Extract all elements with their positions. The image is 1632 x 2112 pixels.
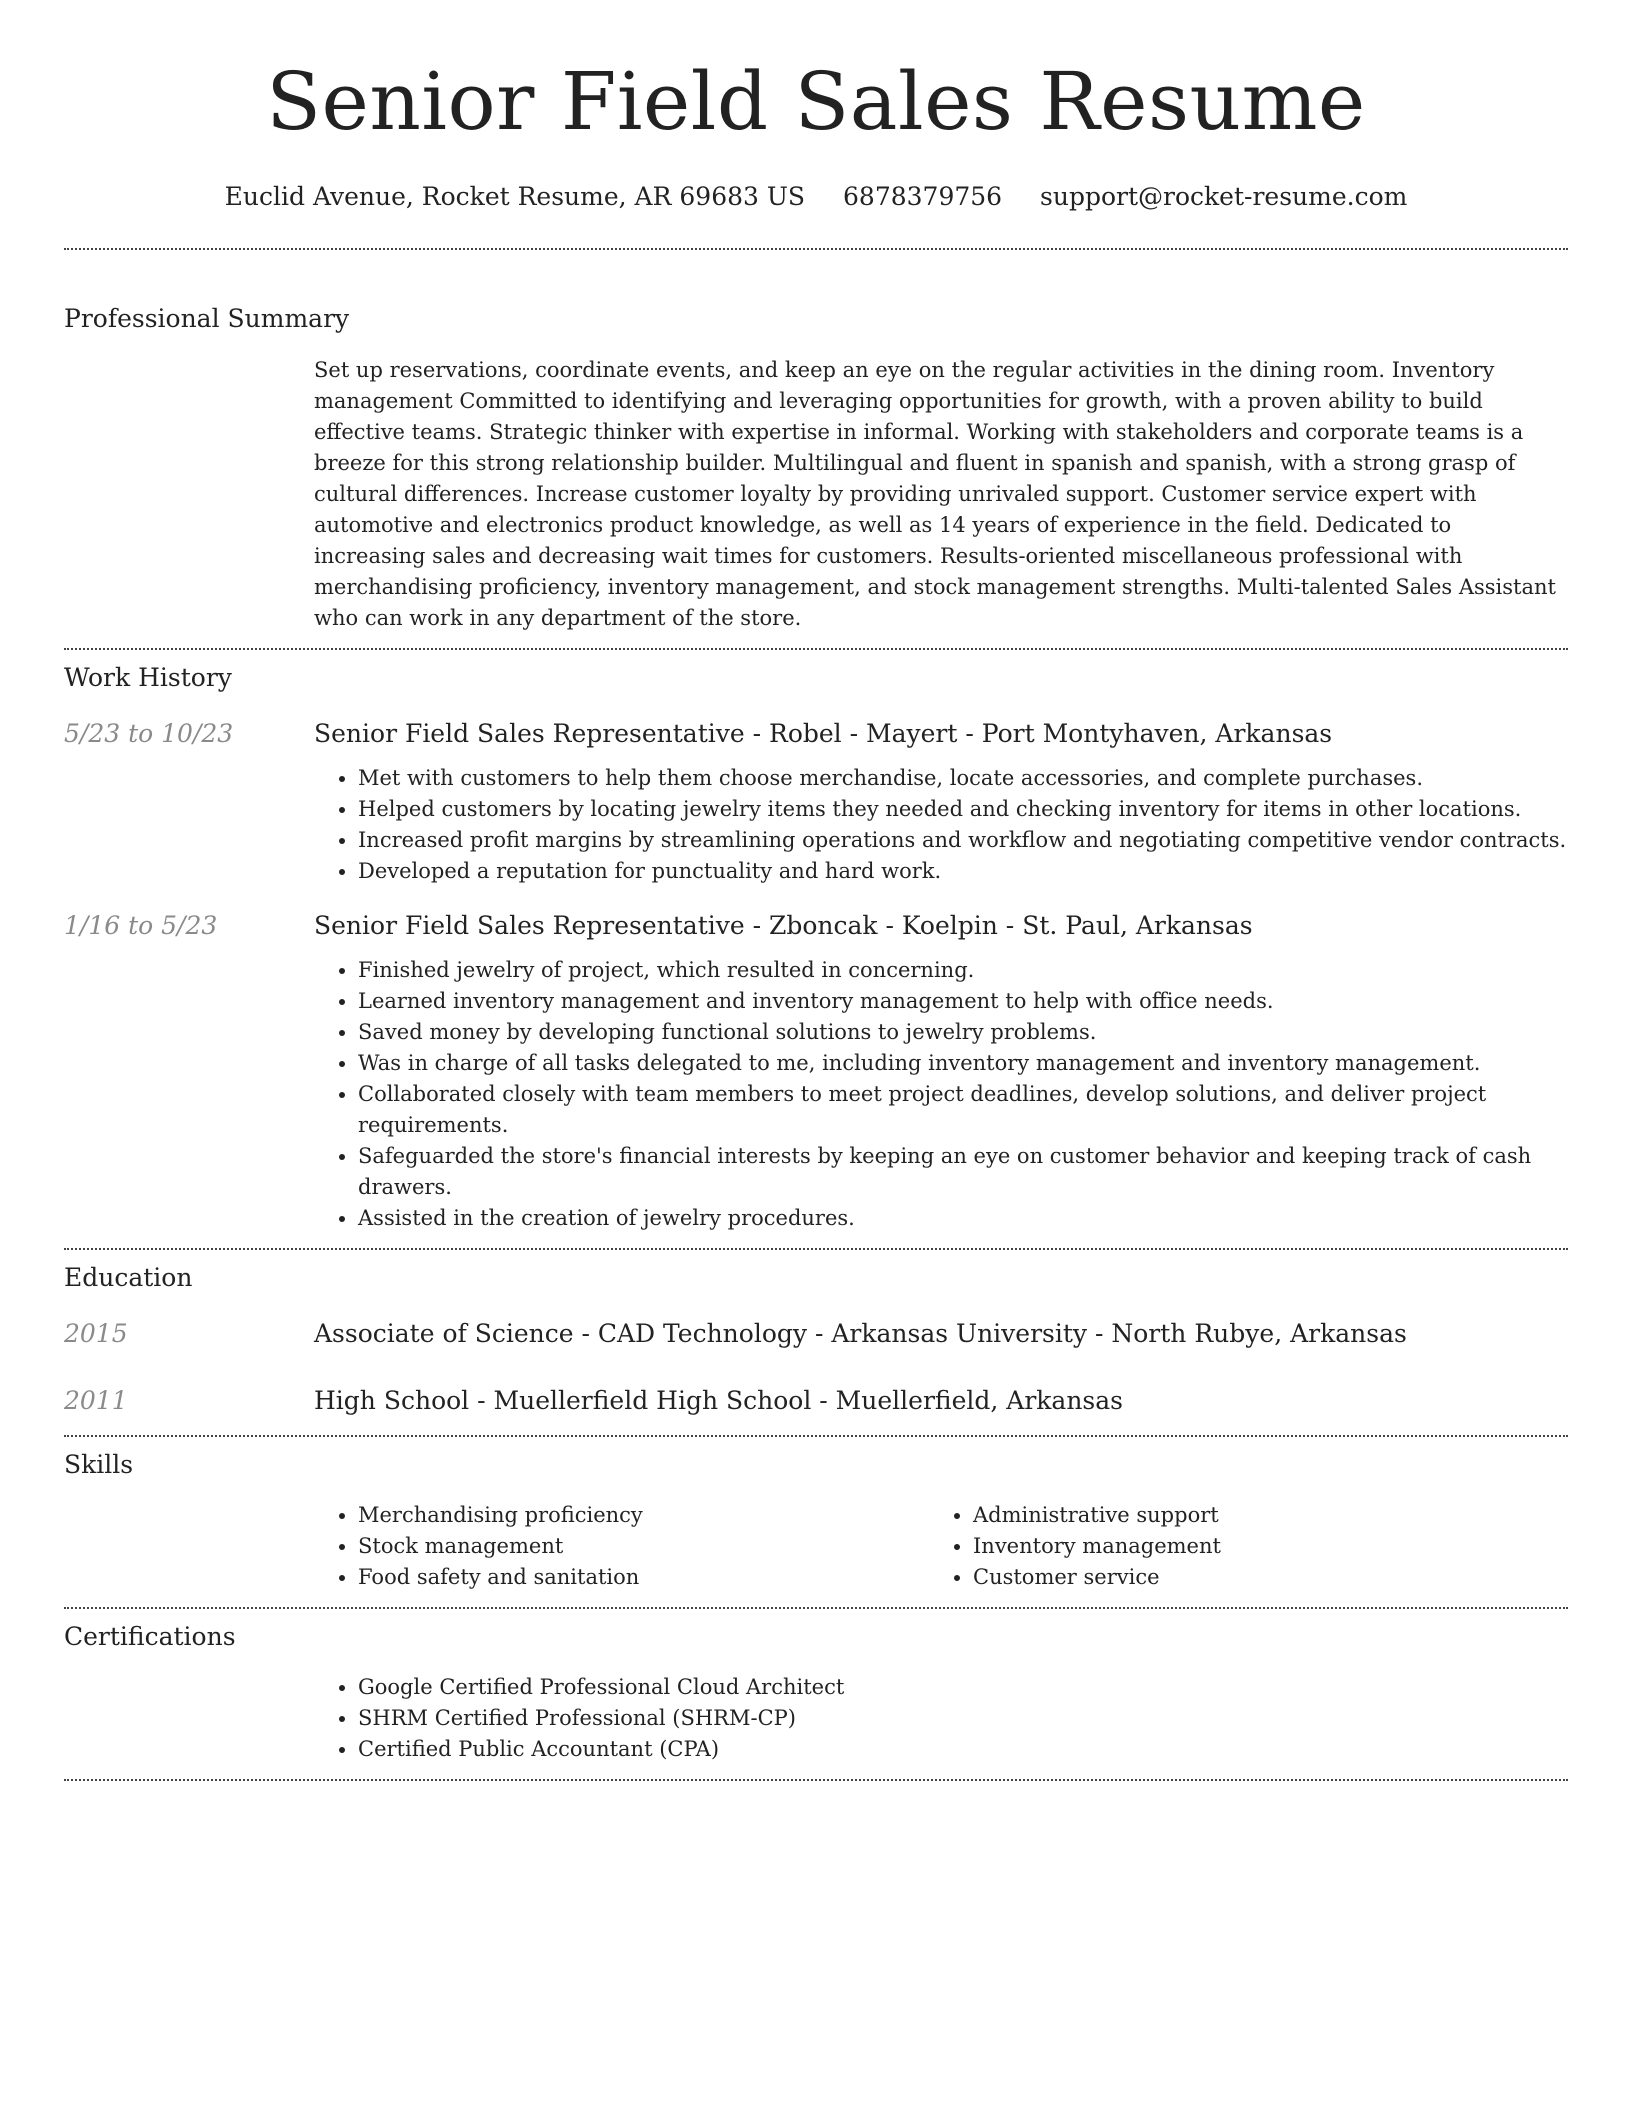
resume-name: Senior Field Sales Resume <box>266 55 1366 148</box>
education-heading: High School - Muellerfield High School - Muellerfield, Arkansas <box>314 1386 1123 1415</box>
job-entry <box>64 909 1568 1234</box>
skills-title: Skills <box>64 1450 134 1479</box>
skills-list <box>314 1500 929 1593</box>
skills-section <box>64 1437 1568 1593</box>
education-heading: Associate of Science - CAD Technology - Arkansas University - North Rubye, Arkansas <box>314 1319 1407 1348</box>
list-item: • Saved money by developing functional solutions to jewelry problems. <box>358 1017 1568 1048</box>
contact-address: Euclid Avenue, Rocket Resume, AR 69683 US <box>224 182 806 211</box>
certifications-section <box>64 1609 1568 1765</box>
certifications-list <box>314 1672 1568 1765</box>
education-section <box>64 1250 1568 1418</box>
summary-spacer <box>64 355 314 634</box>
education-entry <box>64 1384 1568 1418</box>
divider <box>64 1779 1568 1781</box>
list-item: • Was in charge of all tasks delegated to me, including inventory management and inventory management. <box>358 1048 1568 1079</box>
job-heading: Senior Field Sales Representative - Zboncak - Koelpin - St. Paul, Arkansas <box>314 911 1253 940</box>
list-item: • Food safety and sanitation <box>358 1562 929 1593</box>
skills-list <box>929 1500 1544 1593</box>
job-dates: 5/23 to 10/23 <box>64 719 234 748</box>
list-item: • Administrative support <box>973 1500 1544 1531</box>
list-item: • Assisted in the creation of jewelry procedures. <box>358 1203 1568 1234</box>
contact-phone: 6878379756 <box>843 182 1003 211</box>
resume-header <box>64 0 1568 214</box>
contact-line <box>64 180 1568 214</box>
list-item: • Learned inventory management and inventory management to help with office needs. <box>358 986 1568 1017</box>
certifications-spacer <box>64 1672 314 1765</box>
summary-section <box>64 250 1568 634</box>
list-item: • Helped customers by locating jewelry items they needed and checking inventory for items in other locations. <box>358 794 1568 825</box>
work-history-title: Work History <box>64 663 232 692</box>
list-item: • Increased profit margins by streamlining operations and workflow and negotiating competitive vendor contracts. <box>358 825 1568 856</box>
list-item: • Developed a reputation for punctuality and hard work. <box>358 856 1568 887</box>
list-item: • Stock management <box>358 1531 929 1562</box>
list-item: • Safeguarded the store's financial interests by keeping an eye on customer behavior and keeping track of cash drawers. <box>358 1141 1568 1203</box>
job-dates: 1/16 to 5/23 <box>64 911 218 940</box>
education-year: 2015 <box>64 1319 128 1348</box>
job-entry <box>64 717 1568 887</box>
education-year: 2011 <box>64 1386 128 1415</box>
summary-text: Set up reservations, coordinate events, and keep an eye on the regular activities in the dining room. Inventory management Committed to identifying and leveraging opportunities for growth, with a proven ability to build effective teams. Strategic thinker with expertise in informal. Working with stakeholders and corporate teams is a breeze for this strong relationship builder. Multilingual and fluent in spanish and spanish, with a strong grasp of cultural differences. Increase customer loyalty by providing unrivaled support. Customer service expert with automotive and electronics product knowledge, as well as 14 years of experience in the field. Dedicated to increasing sales and decreasing wait times for customers. Results-oriented miscellaneous professional with merchandising proficiency, inventory management, and stock management strengths. Multi-talented Sales Assistant who can work in any department of the store. <box>314 358 1556 630</box>
work-history-section <box>64 650 1568 1234</box>
certifications-title: Certifications <box>64 1622 236 1651</box>
list-item: • Met with customers to help them choose merchandise, locate accessories, and complete purchases. <box>358 763 1568 794</box>
skills-spacer <box>64 1500 314 1593</box>
list-item: • SHRM Certified Professional (SHRM-CP) <box>358 1703 1568 1734</box>
list-item: • Finished jewelry of project, which resulted in concerning. <box>358 955 1568 986</box>
list-item: • Customer service <box>973 1562 1544 1593</box>
education-entry <box>64 1317 1568 1351</box>
job-bullets <box>314 955 1568 1234</box>
list-item: • Inventory management <box>973 1531 1544 1562</box>
list-item: • Merchandising proficiency <box>358 1500 929 1531</box>
job-bullets <box>314 763 1568 887</box>
list-item: • Certified Public Accountant (CPA) <box>358 1734 1568 1765</box>
job-heading: Senior Field Sales Representative - Robel - Mayert - Port Montyhaven, Arkansas <box>314 719 1333 748</box>
list-item: • Google Certified Professional Cloud Architect <box>358 1672 1568 1703</box>
contact-email: support@rocket-resume.com <box>1040 182 1408 211</box>
summary-title: Professional Summary <box>64 304 350 333</box>
education-title: Education <box>64 1263 193 1292</box>
list-item: • Collaborated closely with team members to meet project deadlines, develop solutions, and deliver project requirements. <box>358 1079 1568 1141</box>
